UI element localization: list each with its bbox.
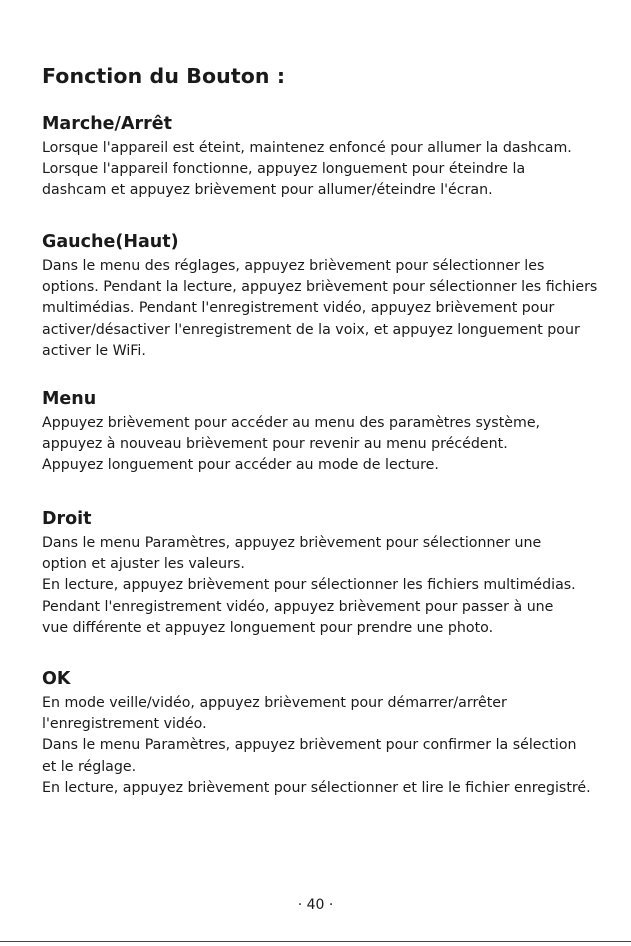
paragraph-line: activer le WiFi. — [42, 342, 146, 359]
page-number: · 40 · — [297, 897, 334, 913]
paragraph-line: vue différente et appuyez longuement pour prendre une photo. — [42, 619, 494, 636]
paragraph-line: Lorsque l'appareil fonctionne, appuyez longuement pour éteindre la — [42, 161, 526, 178]
paragraph-line: Dans le menu Paramètres, appuyez brièvement pour sélectionner une — [42, 535, 542, 551]
paragraph-line: Appuyez brièvement pour accéder au menu des paramètres système, — [42, 415, 541, 431]
paragraph-line: En lecture, appuyez brièvement pour sélectionner les fichiers multimédias. — [42, 577, 576, 594]
section-left-up — [42, 232, 617, 362]
paragraph-line: l'enregistrement vidéo. — [42, 716, 207, 733]
paragraph-line: options. Pendant la lecture, appuyez brièvement pour sélectionner les fichiers — [42, 279, 598, 296]
paragraph-line: option et ajuster les valeurs. — [42, 556, 245, 573]
paragraph-line: Pendant l'enregistrement vidéo, appuyez brièvement pour passer à une — [42, 598, 554, 615]
section-menu — [42, 389, 617, 477]
paragraph-line: multimédias. Pendant l'enregistrement vidéo, appuyez brièvement pour — [42, 300, 555, 317]
page-title: Fonction du Bouton : — [42, 64, 286, 88]
section-heading-menu: Menu — [42, 389, 97, 409]
section-heading-ok: OK — [42, 669, 71, 689]
paragraph-line: appuyez à nouveau brièvement pour revenir au menu précédent. — [42, 436, 508, 453]
section-ok — [42, 669, 617, 799]
paragraph-line: dashcam et appuyez brièvement pour allumer/éteindre l'écran. — [42, 182, 493, 199]
section-heading-power: Marche/Arrêt — [42, 114, 172, 134]
paragraph-line: et le réglage. — [42, 758, 137, 775]
section-heading-right: Droit — [42, 509, 92, 529]
paragraph-line: Dans le menu des réglages, appuyez brièvement pour sélectionner les — [42, 258, 545, 274]
paragraph-line: activer/désactiver l'enregistrement de la voix, et appuyez longuement pour — [42, 321, 580, 338]
section-heading-left-up: Gauche(Haut) — [42, 232, 179, 252]
paragraph-line: Dans le menu Paramètres, appuyez brièvement pour confirmer la sélection — [42, 737, 577, 754]
section-power — [42, 114, 617, 202]
paragraph-line: En mode veille/vidéo, appuyez brièvement pour démarrer/arrêter — [42, 695, 507, 711]
section-right — [42, 509, 617, 639]
paragraph-line: Appuyez longuement pour accéder au mode de lecture. — [42, 457, 439, 474]
bottom-divider — [0, 941, 631, 942]
paragraph-line: En lecture, appuyez brièvement pour sélectionner et lire le fichier enregistré. — [42, 779, 591, 796]
paragraph-line: Lorsque l'appareil est éteint, maintenez enfoncé pour allumer la dashcam. — [42, 140, 572, 156]
